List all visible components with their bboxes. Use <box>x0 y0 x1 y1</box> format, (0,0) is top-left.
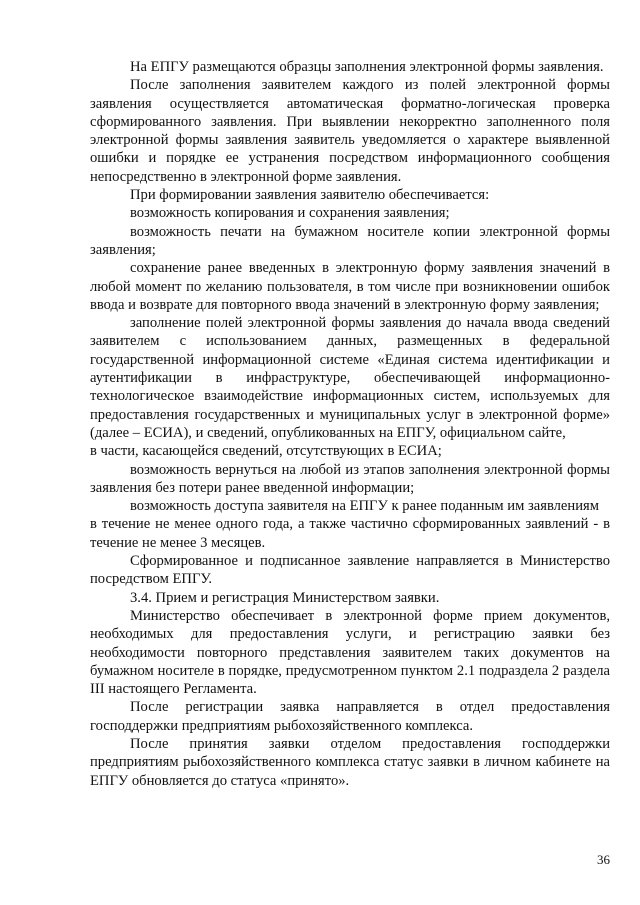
paragraph-7: заполнение полей электронной формы заявления до начала ввода сведений заявителем с использованием данных, размещенных в федеральной государственной информационной системе «Единая система идентификации и аутентификации в инфраструктуре, обеспечивающей информационно-технологическое взаимодействие информационных систем, используемых для предоставления государственных и муниципальных услуг в электронной форме» (далее – ЕСИА), и сведений, опубликованных на ЕПГУ, официальном сайте, <box>90 315 610 441</box>
paragraph-9: возможность вернуться на любой из этапов заполнения электронной формы заявления без потери ранее введенной информации; <box>90 461 610 496</box>
paragraph-14: Министерство обеспечивает в электронной форме прием документов, необходимых для предоставления услуги, и регистрацию заявки без необходимости повторного представления заявителем таких документов на бумажном носителе в порядке, предусмотренном пунктом 2.1 подраздела 2 раздела III настоящего Регламента. <box>90 607 610 698</box>
paragraph-10: возможность доступа заявителя на ЕПГУ к ранее поданным им заявлениям <box>130 498 599 515</box>
section-heading-3-4: 3.4. Прием и регистрация Министерством заявки. <box>130 589 440 606</box>
paragraph-3: При формировании заявления заявителю обеспечивается: <box>130 187 490 204</box>
paragraph-5: возможность печати на бумажном носителе копии электронной формы заявления; <box>90 223 610 258</box>
paragraph-8: в части, касающейся сведений, отсутствующих в ЕСИА; <box>90 443 442 460</box>
paragraph-16: После принятия заявки отделом предоставления господдержки предприятиям рыбохозяйственного комплекса статус заявки в личном кабинете на ЕПГУ обновляется до статуса «принято». <box>90 735 610 789</box>
page-number: 36 <box>597 852 610 867</box>
document-body <box>90 58 610 790</box>
paragraph-1: На ЕПГУ размещаются образцы заполнения электронной формы заявления. <box>130 59 604 75</box>
paragraph-12: Сформированное и подписанное заявление направляется в Министерство посредством ЕПГУ. <box>90 553 610 588</box>
paragraph-2: После заполнения заявителем каждого из полей электронной формы заявления осуществляется автоматическая форматно-логическая проверка сформированного заявления. При выявлении некорректно заполненного поля электронной формы заявления заявитель уведомляется о характере выявленной ошибки и порядке ее устранения посредством информационного сообщения непосредственно в электронной форме заявления. <box>90 77 610 185</box>
paragraph-15: После регистрации заявка направляется в отдел предоставления господдержки предприятиям рыбохозяйственного комплекса. <box>90 699 610 734</box>
paragraph-4: возможность копирования и сохранения заявления; <box>130 205 450 222</box>
paragraph-6: сохранение ранее введенных в электронную форму заявления значений в любой момент по желанию пользователя, в том числе при возникновении ошибок ввода и возврате для повторного ввода значений в электронную форму заявления; <box>90 260 610 313</box>
paragraph-11: в течение не менее одного года, а также частично сформированных заявлений - в течение не менее 3 месяцев. <box>90 516 610 551</box>
